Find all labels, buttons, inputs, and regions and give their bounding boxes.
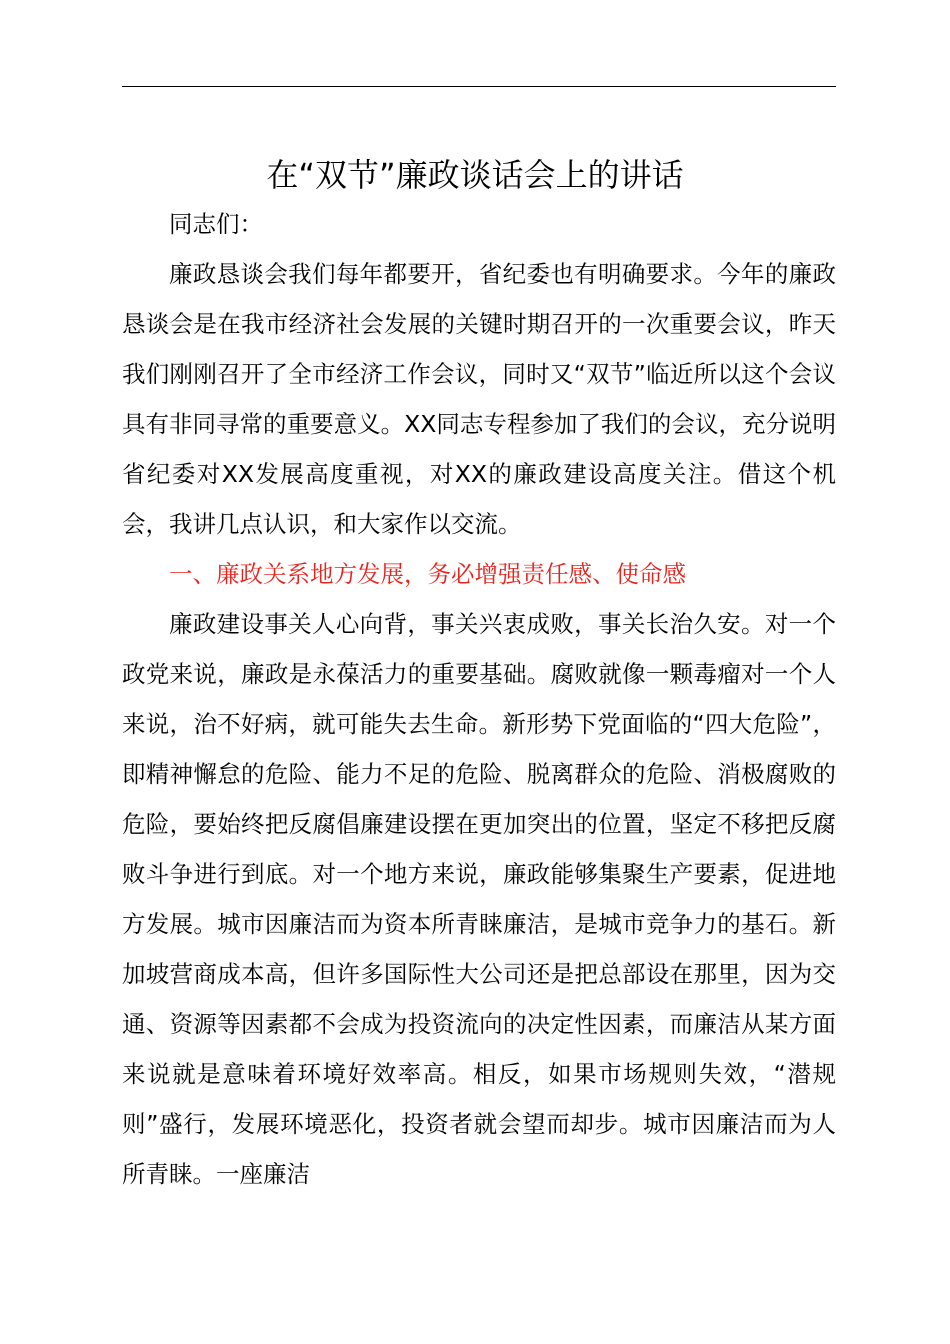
header-rule xyxy=(122,86,836,87)
salutation: 同志们： xyxy=(169,210,263,238)
section-heading: 一、廉政关系地方发展，务必增强责任感、使命感 xyxy=(169,560,686,588)
intro-paragraph: 廉政恳谈会我们每年都要开，省纪委也有明确要求。今年的廉政恳谈会是在我市经济社会发展的关键时期召开的一次重要会议，昨天我们刚刚召开了全市经济工作会议，同时又“双节”临近所以这个会议具有非同寻常的重要意义。XX同志专程参加了我们的会议，充分说明省纪委对XX发展高度重视，对XX的廉政建设高度关注。借这个机会，我讲几点认识，和大家作以交流。 xyxy=(122,260,836,538)
document-title: 在“双节”廉政谈话会上的讲话 xyxy=(266,156,684,194)
section-paragraph: 廉政建设事关人心向背，事关兴衷成败，事关长治久安。对一个政党来说，廉政是永葆活力的重要基础。腐败就像一颗毒瘤对一个人来说，治不好病，就可能失去生命。新形势下党面临的“四大危险”，即精神懈怠的危险、能力不足的危险、脱离群众的危险、消极腐败的危险，要始终把反腐倡廉建设摆在更加突出的位置，坚定不移把反腐败斗争进行到底。对一个地方来说，廉政能够集聚生产要素，促进地方发展。城市因廉洁而为资本所青睐廉洁，是城市竞争力的基石。新加坡营商成本高，但许多国际性大公司还是把总部设在那里，因为交通、资源等因素都不会成为投资流向的决定性因素，而廉洁从某方面来说就是意味着环境好效率高。相反，如果市场规则失效，“潜规则”盛行，发展环境恶化，投资者就会望而却步。城市因廉洁而为人所青睐。一座廉洁 xyxy=(122,610,836,1188)
document-body xyxy=(122,199,836,1199)
